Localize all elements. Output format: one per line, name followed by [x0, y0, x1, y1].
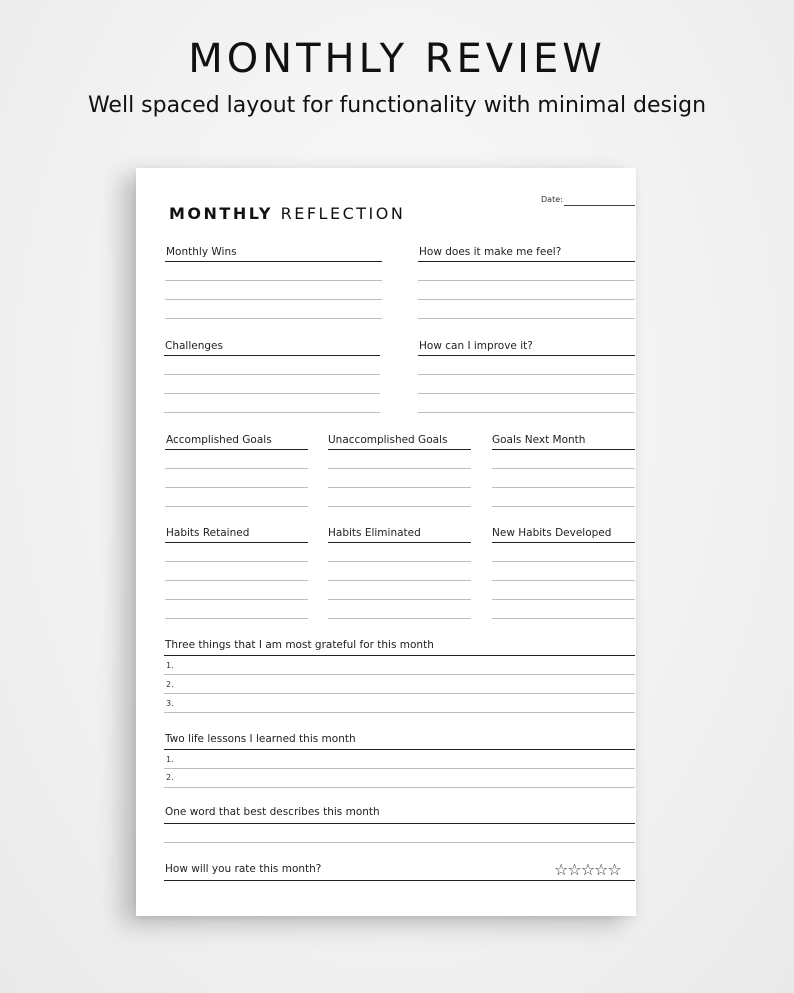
habits-retained-label: Habits Retained	[166, 527, 250, 539]
new-habits-label: New Habits Developed	[492, 527, 612, 539]
lessons-header-line	[164, 749, 635, 750]
new-habits-line[interactable]	[492, 580, 635, 581]
accomplished-goals-line[interactable]	[165, 506, 308, 507]
date-field[interactable]	[564, 205, 635, 206]
goals-next-month-line[interactable]	[492, 487, 635, 488]
challenges-header-line	[164, 355, 380, 356]
accomplished-goals-header-line	[165, 449, 308, 450]
habits-retained-line[interactable]	[165, 599, 308, 600]
improve-header-line	[418, 355, 635, 356]
feel-label: How does it make me feel?	[419, 246, 562, 258]
new-habits-line[interactable]	[492, 561, 635, 562]
improve-label: How can I improve it?	[419, 340, 533, 352]
lesson-line[interactable]	[164, 768, 635, 769]
habits-retained-line[interactable]	[165, 561, 308, 562]
habits-eliminated-label: Habits Eliminated	[328, 527, 421, 539]
goals-next-month-line[interactable]	[492, 506, 635, 507]
unaccomplished-goals-line[interactable]	[328, 468, 471, 469]
new-habits-line[interactable]	[492, 599, 635, 600]
page-title: MONTHLY REVIEW	[188, 36, 606, 82]
accomplished-goals-label: Accomplished Goals	[166, 434, 272, 446]
grateful-number: 1.	[166, 661, 174, 670]
monthly-wins-line[interactable]	[165, 299, 382, 300]
improve-line[interactable]	[418, 374, 635, 375]
habits-retained-header-line	[165, 542, 308, 543]
reflection-sheet	[136, 168, 636, 916]
grateful-number: 3.	[166, 699, 174, 708]
monthly-wins-header-line	[165, 261, 382, 262]
habits-eliminated-line[interactable]	[328, 561, 471, 562]
challenges-line[interactable]	[164, 393, 380, 394]
grateful-header-line	[164, 655, 635, 656]
accomplished-goals-line[interactable]	[165, 487, 308, 488]
habits-eliminated-header-line	[328, 542, 471, 543]
new-habits-header-line	[492, 542, 635, 543]
feel-line[interactable]	[418, 280, 635, 281]
monthly-wins-label: Monthly Wins	[166, 246, 237, 258]
one-word-line[interactable]	[164, 842, 635, 843]
date-label: Date:	[541, 195, 563, 204]
goals-next-month-line[interactable]	[492, 468, 635, 469]
habits-eliminated-line[interactable]	[328, 618, 471, 619]
page-subtitle: Well spaced layout for functionality with minimal design	[87, 93, 707, 118]
goals-next-month-label: Goals Next Month	[492, 434, 586, 446]
challenges-label: Challenges	[165, 340, 223, 352]
lesson-number: 1.	[166, 755, 174, 764]
accomplished-goals-line[interactable]	[165, 468, 308, 469]
improve-line[interactable]	[418, 393, 635, 394]
unaccomplished-goals-label: Unaccomplished Goals	[328, 434, 448, 446]
grateful-line[interactable]	[164, 712, 635, 713]
habits-retained-line[interactable]	[165, 618, 308, 619]
challenges-line[interactable]	[164, 412, 380, 413]
unaccomplished-goals-line[interactable]	[328, 506, 471, 507]
lesson-number: 2.	[166, 773, 174, 782]
habits-eliminated-line[interactable]	[328, 599, 471, 600]
unaccomplished-goals-header-line	[328, 449, 471, 450]
feel-line[interactable]	[418, 318, 635, 319]
challenges-line[interactable]	[164, 374, 380, 375]
rate-label: How will you rate this month?	[165, 863, 322, 875]
star-rating[interactable]: ☆☆☆☆☆	[554, 860, 621, 879]
sheet-title	[169, 204, 405, 223]
feel-line[interactable]	[418, 299, 635, 300]
grateful-line[interactable]	[164, 674, 635, 675]
monthly-wins-line[interactable]	[165, 318, 382, 319]
grateful-number: 2.	[166, 680, 174, 689]
rate-line	[164, 880, 635, 881]
one-word-header-line	[164, 823, 635, 824]
sheet-title-light: REFLECTION	[280, 204, 406, 223]
lesson-line[interactable]	[164, 787, 635, 788]
new-habits-line[interactable]	[492, 618, 635, 619]
improve-line[interactable]	[418, 412, 635, 413]
sheet-title-bold: MONTHLY	[169, 204, 274, 223]
monthly-wins-line[interactable]	[165, 280, 382, 281]
habits-retained-line[interactable]	[165, 580, 308, 581]
habits-eliminated-line[interactable]	[328, 580, 471, 581]
feel-header-line	[418, 261, 635, 262]
unaccomplished-goals-line[interactable]	[328, 487, 471, 488]
goals-next-month-header-line	[492, 449, 635, 450]
lessons-label: Two life lessons I learned this month	[165, 733, 356, 745]
grateful-label: Three things that I am most grateful for this month	[165, 639, 434, 651]
grateful-line[interactable]	[164, 693, 635, 694]
one-word-label: One word that best describes this month	[165, 806, 380, 818]
